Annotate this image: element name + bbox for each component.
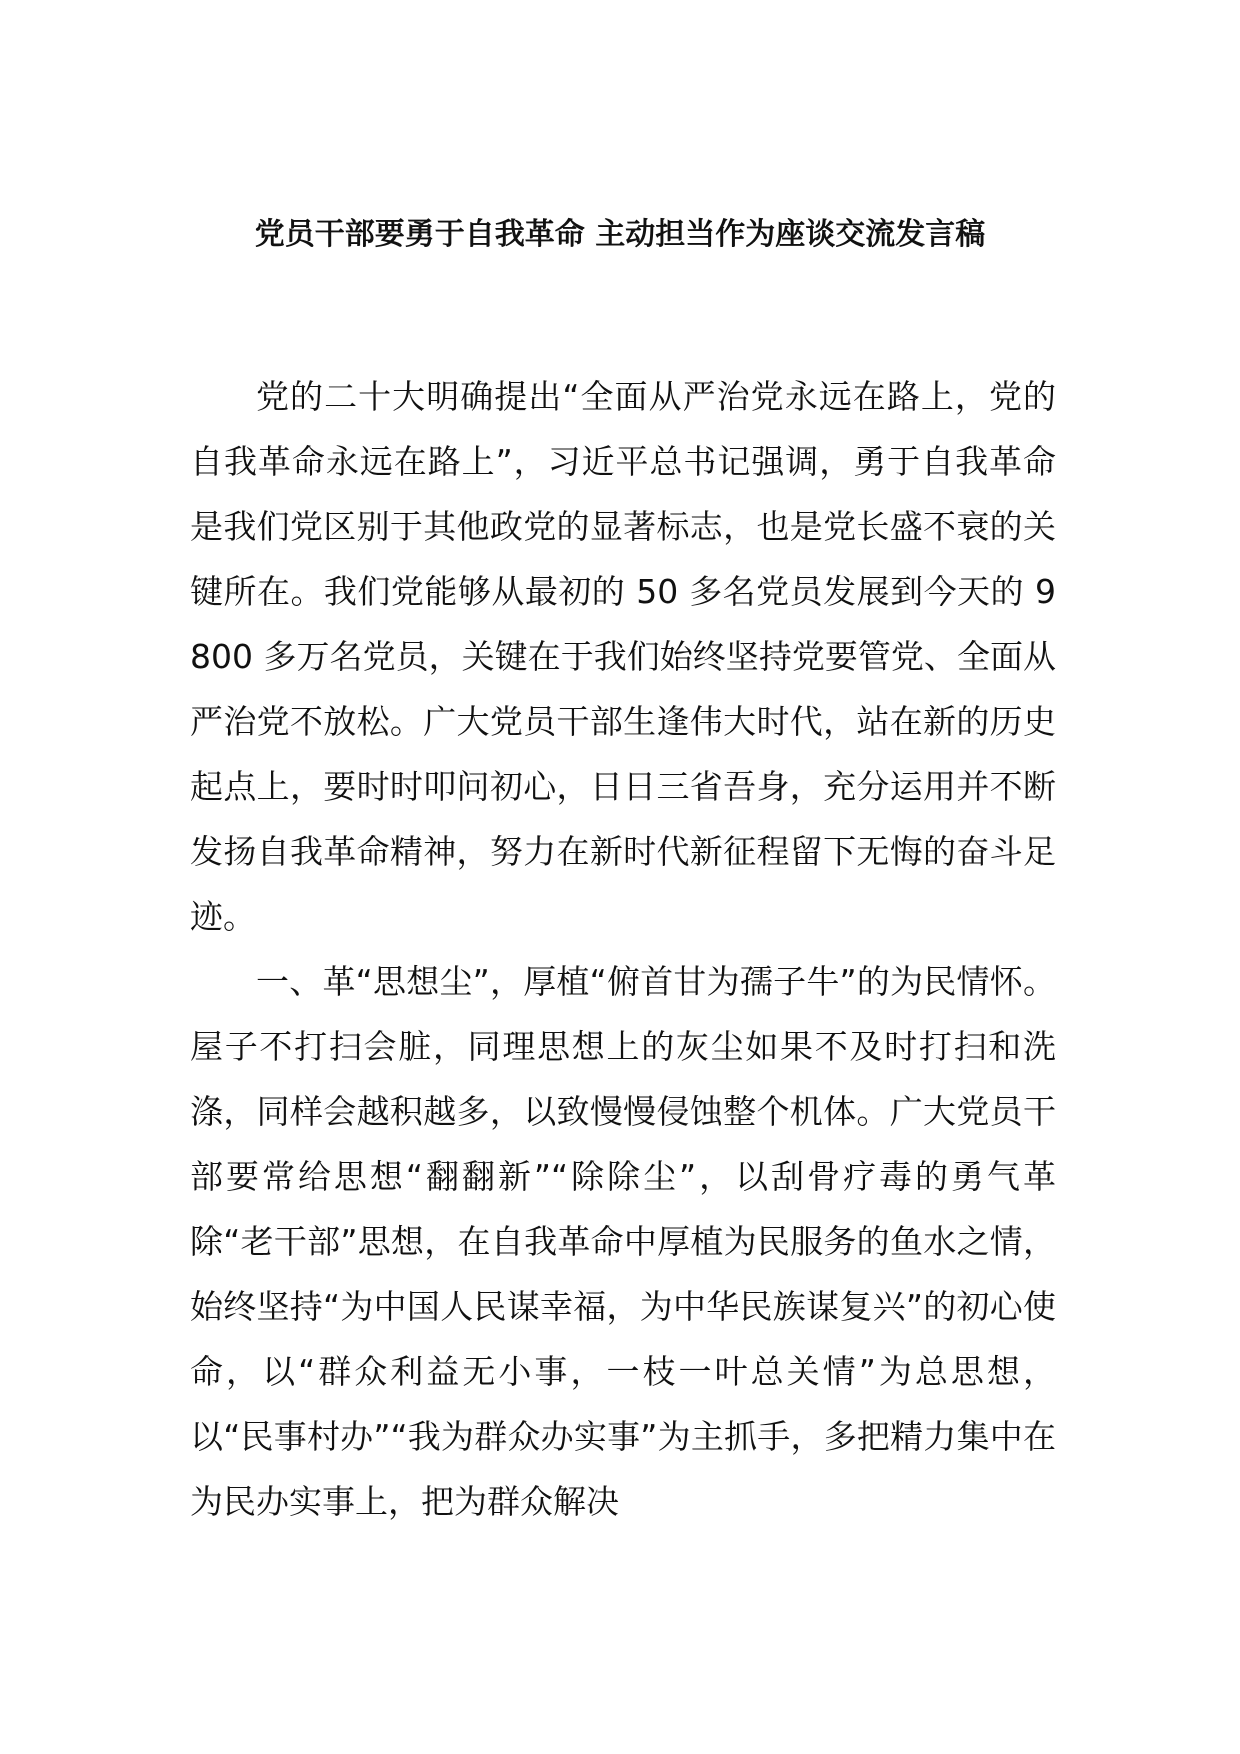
document-title: 党员干部要勇于自我革命 主动担当作为座谈交流发言稿 [254,217,986,252]
paragraph-intro: 党的二十大明确提出“全面从严治党永远在路上，党的自我革命永远在路上”，习近平总书记强调，勇于自我革命是我们党区别于其他政党的显著标志，也是党长盛不衰的关键所在。我们党能够从最初的 50 多名党员发展到今天的 9800 多万名党员，关键在于我们始终坚持党要管党、全面从严治党不放松。广大党员干部生逢伟大时代，站在新的历史起点上，要时时叩问初心，日日三省吾身，充分运用并不断发扬自我革命精神，努力在新时代新征程留下无悔的奋斗足迹。 [190,377,1056,936]
paragraph-section-one: 一、革“思想尘”，厚植“俯首甘为孺子牛”的为民情怀。屋子不打扫会脏，同理思想上的灰尘如果不及时打扫和洗涤，同样会越积越多，以致慢慢侵蚀整个机体。广大党员干部要常给思想“翻翻新”“除除尘”，以刮骨疗毒的勇气革除“老干部”思想，在自我革命中厚植为民服务的鱼水之情，始终坚持“为中国人民谋幸福，为中华民族谋复兴”的初心使命，以“群众利益无小事，一枝一叶总关情”为总思想，以“民事村办”“我为群众办实事”为主抓手，多把精力集中在为民办实事上，把为群众解决 [190,962,1056,1521]
document-body [190,364,1056,1534]
